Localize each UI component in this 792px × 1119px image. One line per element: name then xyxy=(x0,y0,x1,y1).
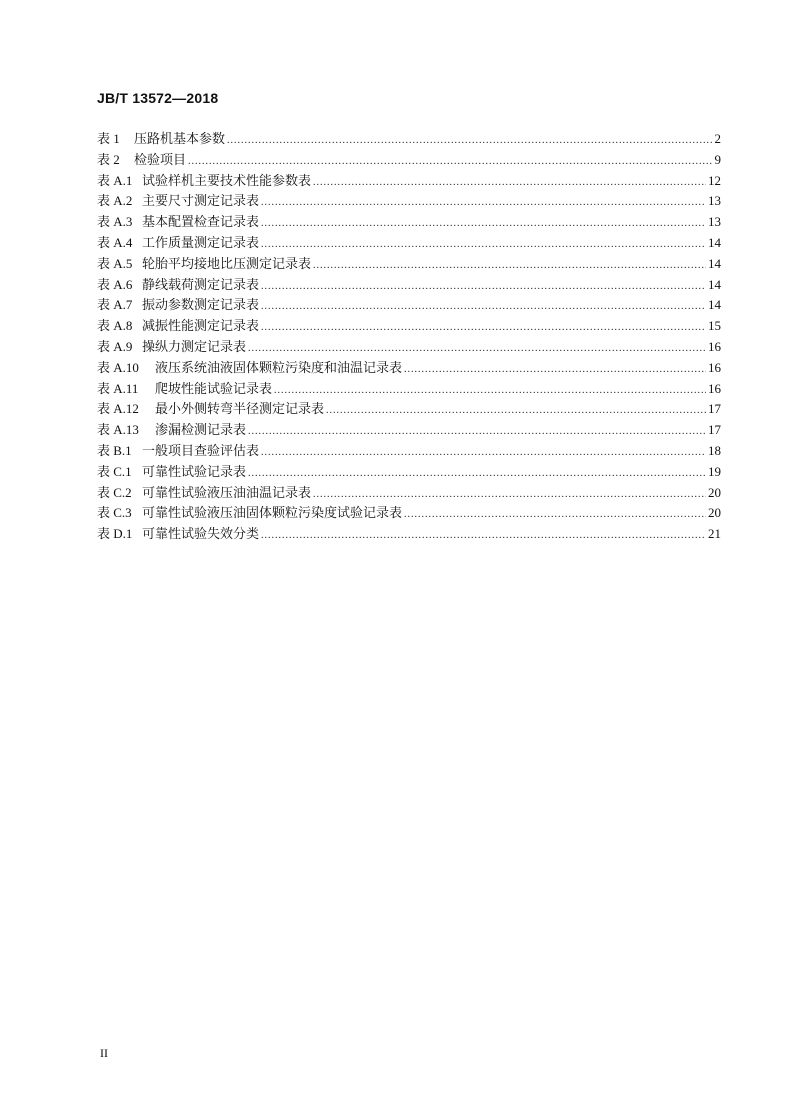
toc-entry-title: 工作质量测定记录表 xyxy=(142,234,260,250)
toc-entry[interactable] xyxy=(97,129,721,150)
toc-entry-title: 操纵力测定记录表 xyxy=(142,338,247,354)
toc-dot-leader xyxy=(313,485,706,506)
toc-entry-title: 轮胎平均接地比压测定记录表 xyxy=(142,255,312,271)
toc-dot-leader xyxy=(227,131,712,152)
toc-entry-page: 14 xyxy=(708,297,721,313)
toc-entry-number: 表 A.13 xyxy=(97,422,139,438)
toc-entry-title: 可靠性试验记录表 xyxy=(142,463,247,479)
toc-entry-title: 基本配置检查记录表 xyxy=(142,214,260,230)
toc-entry[interactable] xyxy=(97,358,721,379)
toc-entry-page: 19 xyxy=(708,463,721,479)
toc-entry[interactable] xyxy=(97,150,721,171)
toc-entry-number: 表 B.1 xyxy=(97,442,132,458)
page-header-standard-code: JB/T 13572—2018 xyxy=(97,90,219,106)
toc-entry-number: 表 A.4 xyxy=(97,234,133,250)
toc-dot-leader xyxy=(188,152,712,173)
toc-entry-number: 表 1 xyxy=(97,131,120,146)
toc-entry-title: 一般项目查验评估表 xyxy=(142,442,260,458)
toc-dot-leader xyxy=(261,214,706,235)
toc-entry-page: 18 xyxy=(708,442,721,458)
toc-dot-leader xyxy=(313,256,706,277)
toc-dot-leader xyxy=(261,193,706,214)
toc-dot-leader xyxy=(261,277,706,298)
toc-entry-title: 静线载荷测定记录表 xyxy=(142,276,260,292)
toc-entry-title: 振动参数测定记录表 xyxy=(142,297,260,313)
page-number: II xyxy=(100,1046,108,1060)
toc-entry-page: 14 xyxy=(708,255,721,271)
toc-entry[interactable] xyxy=(97,337,721,358)
toc-entry-title: 可靠性试验液压油油温记录表 xyxy=(142,484,312,500)
toc-entry[interactable] xyxy=(97,379,721,400)
toc-entry-number: 表 A.2 xyxy=(97,193,133,209)
toc-entry-number: 表 A.3 xyxy=(97,214,133,230)
toc-entry-number: 表 A.7 xyxy=(97,297,133,313)
toc-entry-page: 20 xyxy=(708,505,721,521)
toc-dot-leader xyxy=(404,505,706,526)
toc-dot-leader xyxy=(248,464,706,485)
toc-entry[interactable] xyxy=(97,171,721,192)
toc-entry[interactable] xyxy=(97,275,721,296)
toc-entry[interactable] xyxy=(97,191,721,212)
toc-entry-title: 主要尺寸测定记录表 xyxy=(142,193,260,209)
toc-dot-leader xyxy=(261,318,706,339)
toc-entry[interactable] xyxy=(97,441,721,462)
toc-entry-page: 2 xyxy=(714,131,721,146)
toc-entry-title: 渗漏检测记录表 xyxy=(155,422,247,438)
toc-entry[interactable] xyxy=(97,524,721,545)
toc-entry-number: 表 A.8 xyxy=(97,318,133,334)
toc-entry-number: 表 A.10 xyxy=(97,359,139,375)
toc-entry[interactable] xyxy=(97,503,721,524)
toc-entry-number: 表 D.1 xyxy=(97,526,133,542)
toc-entry-page: 12 xyxy=(708,172,721,188)
toc-entry-page: 16 xyxy=(708,380,721,396)
toc-entry-page: 13 xyxy=(708,193,721,209)
toc-entry[interactable] xyxy=(97,399,721,420)
toc-entry[interactable] xyxy=(97,295,721,316)
toc-entry-page: 16 xyxy=(708,359,721,375)
toc-entry-title: 最小外侧转弯半径测定记录表 xyxy=(155,401,325,417)
toc-entry-number: 表 A.1 xyxy=(97,172,133,188)
toc-entry[interactable] xyxy=(97,212,721,233)
toc-entry[interactable] xyxy=(97,316,721,337)
toc-dot-leader xyxy=(404,360,706,381)
toc-entry-number: 表 2 xyxy=(97,151,120,167)
table-of-tables xyxy=(97,129,721,545)
toc-entry-page: 20 xyxy=(708,484,721,500)
toc-entry-number: 表 A.6 xyxy=(97,276,133,292)
toc-entry-page: 21 xyxy=(708,526,721,542)
toc-dot-leader xyxy=(326,401,706,422)
toc-entry-number: 表 C.3 xyxy=(97,505,132,521)
toc-entry-page: 17 xyxy=(708,401,721,417)
toc-entry[interactable] xyxy=(97,254,721,275)
toc-entry-title: 可靠性试验液压油固体颗粒污染度试验记录表 xyxy=(142,505,403,521)
toc-dot-leader xyxy=(261,526,706,547)
toc-dot-leader xyxy=(248,422,706,443)
toc-dot-leader xyxy=(313,173,706,194)
toc-entry-number: 表 A.9 xyxy=(97,338,133,354)
toc-entry-title: 液压系统油液固体颗粒污染度和油温记录表 xyxy=(155,359,403,375)
toc-entry-page: 15 xyxy=(708,318,721,334)
toc-dot-leader xyxy=(261,443,706,464)
toc-entry-page: 16 xyxy=(708,338,721,354)
toc-dot-leader xyxy=(248,339,706,360)
toc-entry-page: 17 xyxy=(708,422,721,438)
toc-entry-number: 表 A.5 xyxy=(97,255,133,271)
toc-entry-number: 表 C.2 xyxy=(97,484,132,500)
toc-dot-leader xyxy=(274,381,706,402)
toc-entry-number: 表 A.11 xyxy=(97,380,139,396)
toc-entry-page: 9 xyxy=(714,151,721,167)
toc-entry-number: 表 A.12 xyxy=(97,401,139,417)
toc-entry-title: 减振性能测定记录表 xyxy=(142,318,260,334)
toc-entry[interactable] xyxy=(97,483,721,504)
toc-entry[interactable] xyxy=(97,462,721,483)
toc-entry-page: 14 xyxy=(708,276,721,292)
toc-entry-title: 可靠性试验失效分类 xyxy=(142,526,260,542)
toc-dot-leader xyxy=(261,235,706,256)
toc-entry-number: 表 C.1 xyxy=(97,463,132,479)
toc-entry[interactable] xyxy=(97,420,721,441)
toc-entry-title: 检验项目 xyxy=(134,151,187,167)
toc-entry-title: 压路机基本参数 xyxy=(134,131,226,146)
toc-entry-page: 13 xyxy=(708,214,721,230)
toc-dot-leader xyxy=(261,297,706,318)
toc-entry-page: 14 xyxy=(708,234,721,250)
toc-entry-title: 试验样机主要技术性能参数表 xyxy=(142,172,312,188)
toc-entry-title: 爬坡性能试验记录表 xyxy=(155,380,273,396)
toc-entry[interactable] xyxy=(97,233,721,254)
